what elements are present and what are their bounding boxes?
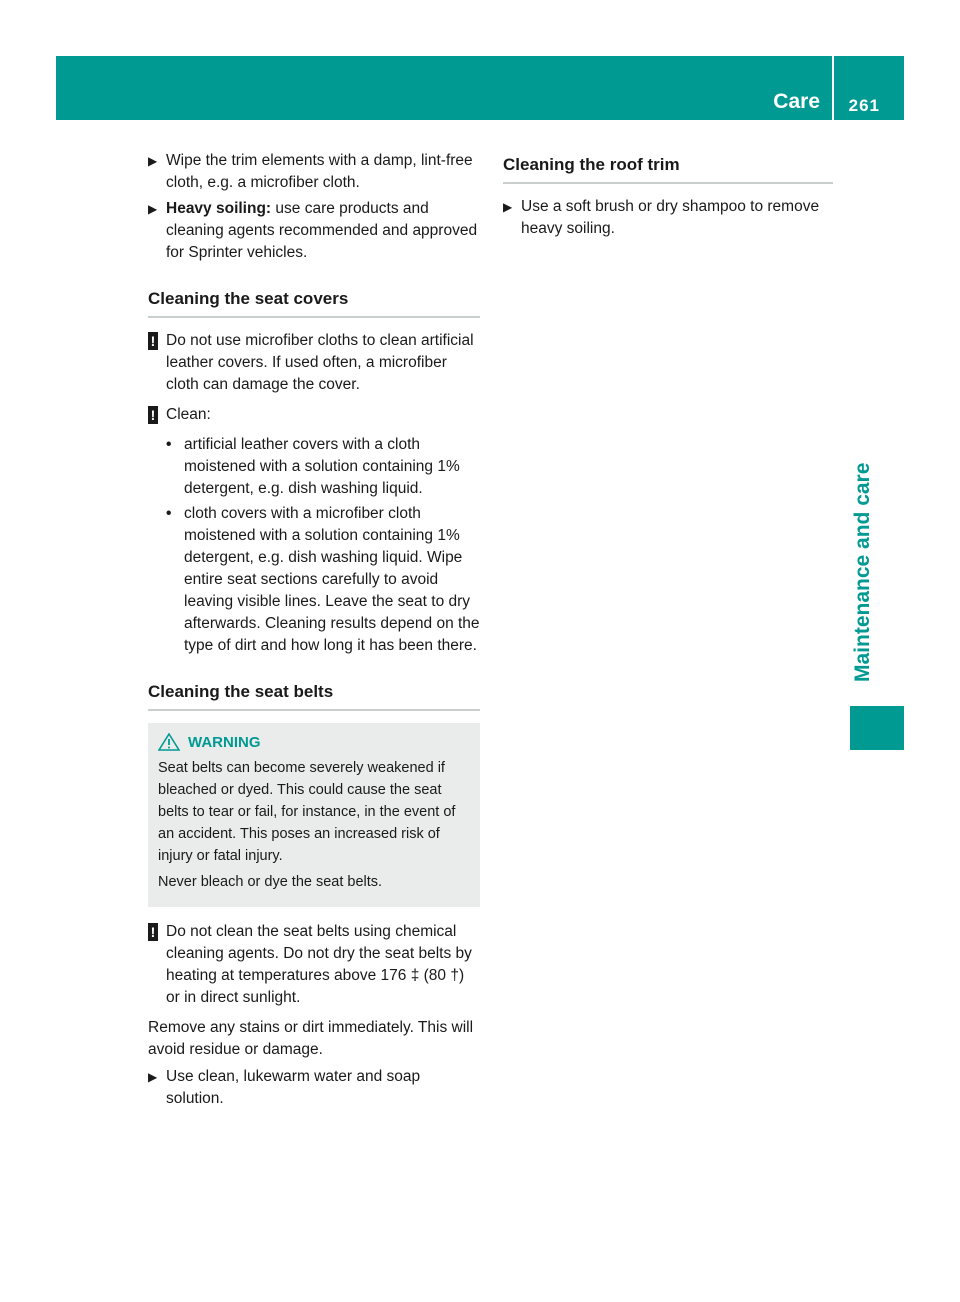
heading-roof-trim: Cleaning the roof trim xyxy=(503,154,833,184)
exclamation-icon: ! xyxy=(148,923,158,941)
side-tab-block xyxy=(850,706,904,750)
note-text: Do not use microfiber cloths to clean artificial leather covers. If used often, a microfiber cloth can damage the cover. xyxy=(166,332,474,393)
warning-triangle-icon xyxy=(158,733,180,751)
note-text: Do not clean the seat belts using chemical cleaning agents. Do not dry the seat belts by heating at temperatures above 176 ‡ (80 †) or in direct sunlight. xyxy=(166,923,472,1006)
header-bar xyxy=(56,56,904,120)
step-wipe-trim xyxy=(148,150,480,194)
warning-title xyxy=(158,733,470,751)
heading-seat-belts: Cleaning the seat belts xyxy=(148,681,480,711)
triangle-arrow-icon: ▶ xyxy=(148,154,158,168)
bullet-icon: • xyxy=(166,505,172,522)
note-microfiber xyxy=(148,330,480,396)
step-text: Use a soft brush or dry shampoo to remove heavy soiling. xyxy=(521,198,820,237)
note-clean xyxy=(148,404,480,426)
left-column xyxy=(148,150,480,1114)
triangle-arrow-icon: ▶ xyxy=(148,202,158,216)
bullet-icon: • xyxy=(166,436,172,453)
paragraph-stains: Remove any stains or dirt immediately. This will avoid residue or damage. xyxy=(148,1019,474,1058)
list-item xyxy=(166,434,480,500)
triangle-arrow-icon: ▶ xyxy=(148,1070,158,1084)
side-tab-label: Maintenance and care xyxy=(851,462,874,682)
header-section-title: Care xyxy=(773,90,820,113)
exclamation-icon: ! xyxy=(148,332,158,350)
warning-text-instruction: Never bleach or dye the seat belts. xyxy=(158,874,383,890)
step-water-soap xyxy=(148,1066,480,1110)
list-item-text: cloth covers with a microfiber cloth moistened with a solution containing 1% detergent, e.g. dish washing liquid. Wipe entire seat sections carefully to avoid leaving visible lines. Leave the seat to dry afterwards. Cleaning results depend on the type of dirt and how long it has been there. xyxy=(184,505,480,654)
step-heavy-soiling xyxy=(148,198,480,264)
note-chemical xyxy=(148,921,480,1009)
warning-box xyxy=(148,723,480,907)
heading-seat-covers: Cleaning the seat covers xyxy=(148,288,480,318)
step-text: use care products and cleaning agents recommended and approved for Sprinter vehicles. xyxy=(166,200,478,261)
bullet-list xyxy=(166,434,480,657)
exclamation-icon: ! xyxy=(148,406,158,424)
step-text: Use clean, lukewarm water and soap solution. xyxy=(166,1068,421,1107)
page-number: 261 xyxy=(848,96,880,115)
right-column xyxy=(503,150,833,244)
triangle-arrow-icon: ▶ xyxy=(503,200,513,214)
step-text: Wipe the trim elements with a damp, lint-free cloth, e.g. a microfiber cloth. xyxy=(166,152,473,191)
warning-text: Seat belts can become severely weakened if bleached or dyed. This could cause the seat belts to tear or fail, for instance, in the event of an accident. This poses an increased risk of injury or fatal injury. xyxy=(158,760,456,864)
warning-title-text: WARNING xyxy=(188,733,261,751)
step-bold-lead: Heavy soiling: xyxy=(166,200,272,217)
list-item xyxy=(166,503,480,657)
list-item-text: artificial leather covers with a cloth moistened with a solution containing 1% detergent, e.g. dish washing liquid. xyxy=(184,436,460,497)
header-divider xyxy=(832,56,834,120)
step-soft-brush xyxy=(503,196,833,240)
note-text: Clean: xyxy=(166,406,211,423)
